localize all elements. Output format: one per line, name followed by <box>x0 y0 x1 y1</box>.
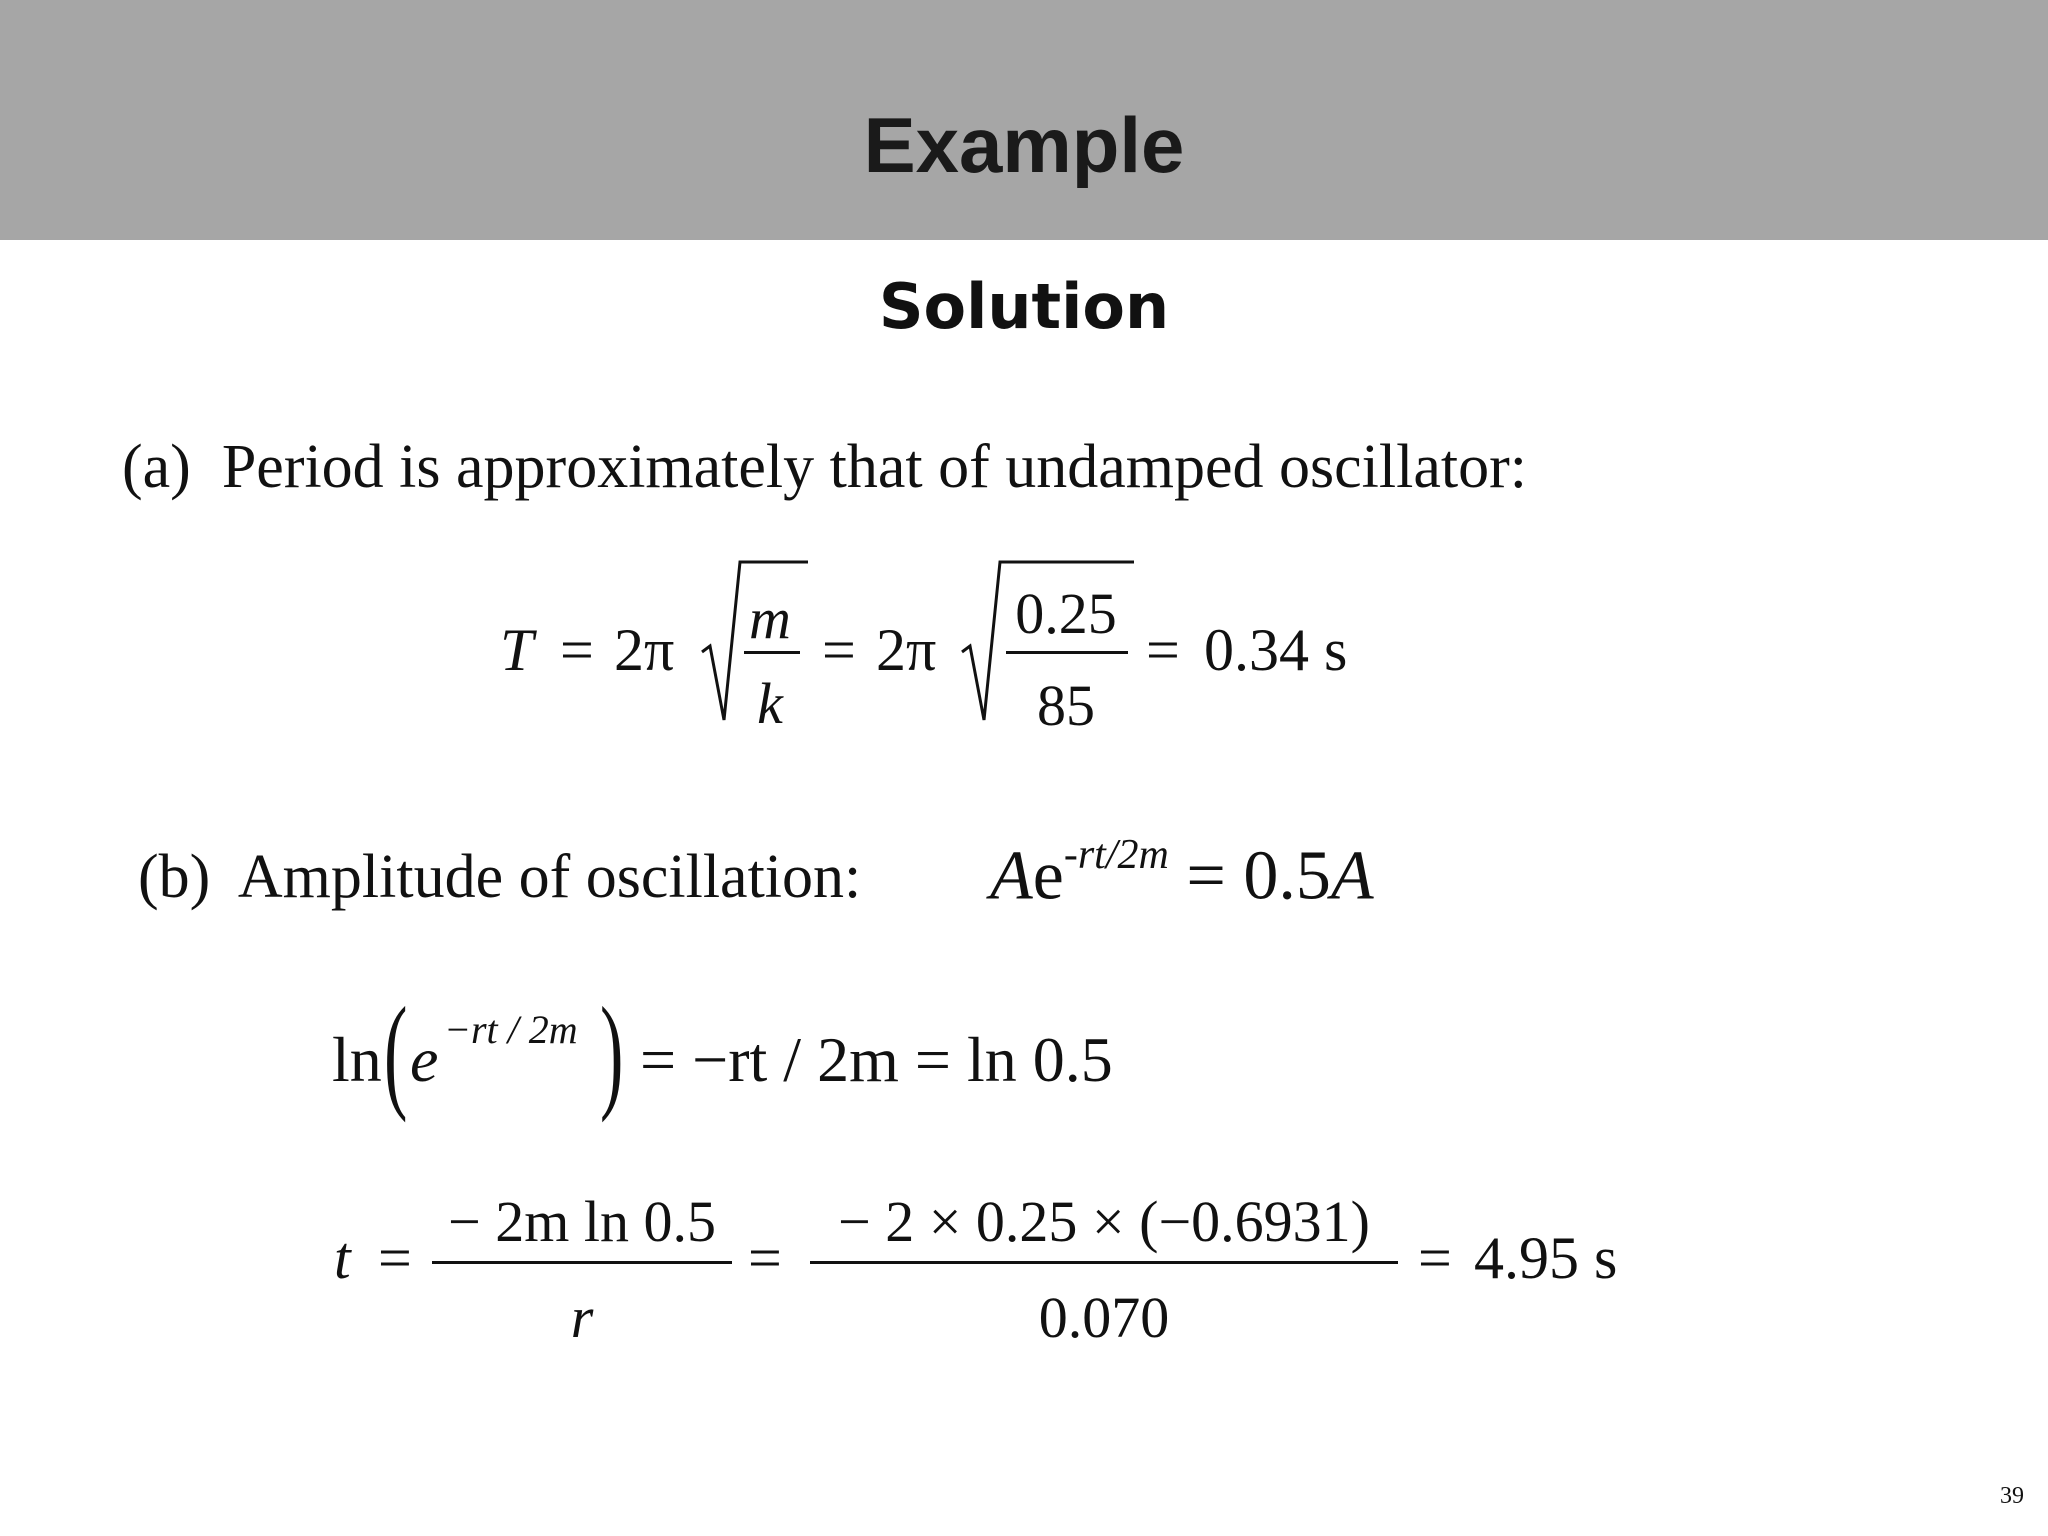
log-exponent: −rt / 2m <box>444 1007 578 1052</box>
eq-t-denominator-2: 0.070 <box>1038 1285 1170 1350</box>
eq-a-equals-3: = <box>1146 617 1180 683</box>
eq-t-numerator-2: − 2 × 0.25 × (−0.6931) <box>838 1189 1370 1254</box>
amp-e: e <box>1032 837 1064 915</box>
eq-t-fraction-bar-2 <box>810 1261 1398 1264</box>
part-b-line <box>138 843 862 911</box>
eq-a-denominator-2: 85 <box>1037 673 1095 738</box>
part-a-line <box>122 433 1527 501</box>
part-b-label: (b) <box>138 843 211 911</box>
part-a-label: (a) <box>122 433 191 501</box>
eq-a-denominator-1: k <box>757 671 783 736</box>
eq-a-equals-1: = <box>560 617 594 683</box>
slide-subtitle: Solution <box>878 270 1170 343</box>
eq-a-two-pi-1: 2π <box>614 617 675 683</box>
log-left-paren: ( <box>384 981 408 1123</box>
eq-t-result: 4.95 s <box>1474 1225 1618 1291</box>
eq-a-equals-2: = <box>822 617 856 683</box>
amp-equals: = <box>1186 837 1226 915</box>
eq-t-denominator-1: r <box>570 1285 594 1350</box>
eq-a-numerator-2: 0.25 <box>1015 581 1117 646</box>
slide-title: Example <box>863 101 1185 189</box>
amp-A: A <box>990 837 1033 915</box>
amp-exponent: -rt/2m <box>1063 832 1169 878</box>
eq-a-lhs: T <box>500 617 534 683</box>
eq-a-two-pi-2: 2π <box>876 617 937 683</box>
log-right-paren: ) <box>600 981 624 1123</box>
eq-t-equals-1: = <box>378 1225 412 1291</box>
amp-rhs-number: 0.5 <box>1243 837 1331 915</box>
part-a-text: Period is approximately that of undamped oscillator: <box>221 433 1527 501</box>
eq-t-fraction-bar-1 <box>432 1261 732 1264</box>
page-number: 39 <box>2000 1483 2024 1509</box>
eq-t-numerator-1: − 2m ln 0.5 <box>448 1189 716 1254</box>
amplitude-equation <box>990 832 1374 915</box>
eq-t-equals-2: = <box>748 1225 782 1291</box>
eq-t-equals-3: = <box>1418 1225 1452 1291</box>
eq-a-numerator-1: m <box>749 586 791 651</box>
eq-a-fraction-bar-2 <box>1006 651 1128 654</box>
part-b-text: Amplitude of oscillation: <box>237 843 862 911</box>
log-rest: = −rt / 2m = ln 0.5 <box>640 1024 1113 1095</box>
amp-rhs-A: A <box>1330 837 1374 915</box>
eq-t-lhs: t <box>334 1225 351 1291</box>
eq-a-result: 0.34 s <box>1204 617 1348 683</box>
log-e: e <box>410 1024 439 1095</box>
eq-a-fraction-bar-1 <box>744 651 800 654</box>
log-ln: ln <box>332 1024 382 1095</box>
